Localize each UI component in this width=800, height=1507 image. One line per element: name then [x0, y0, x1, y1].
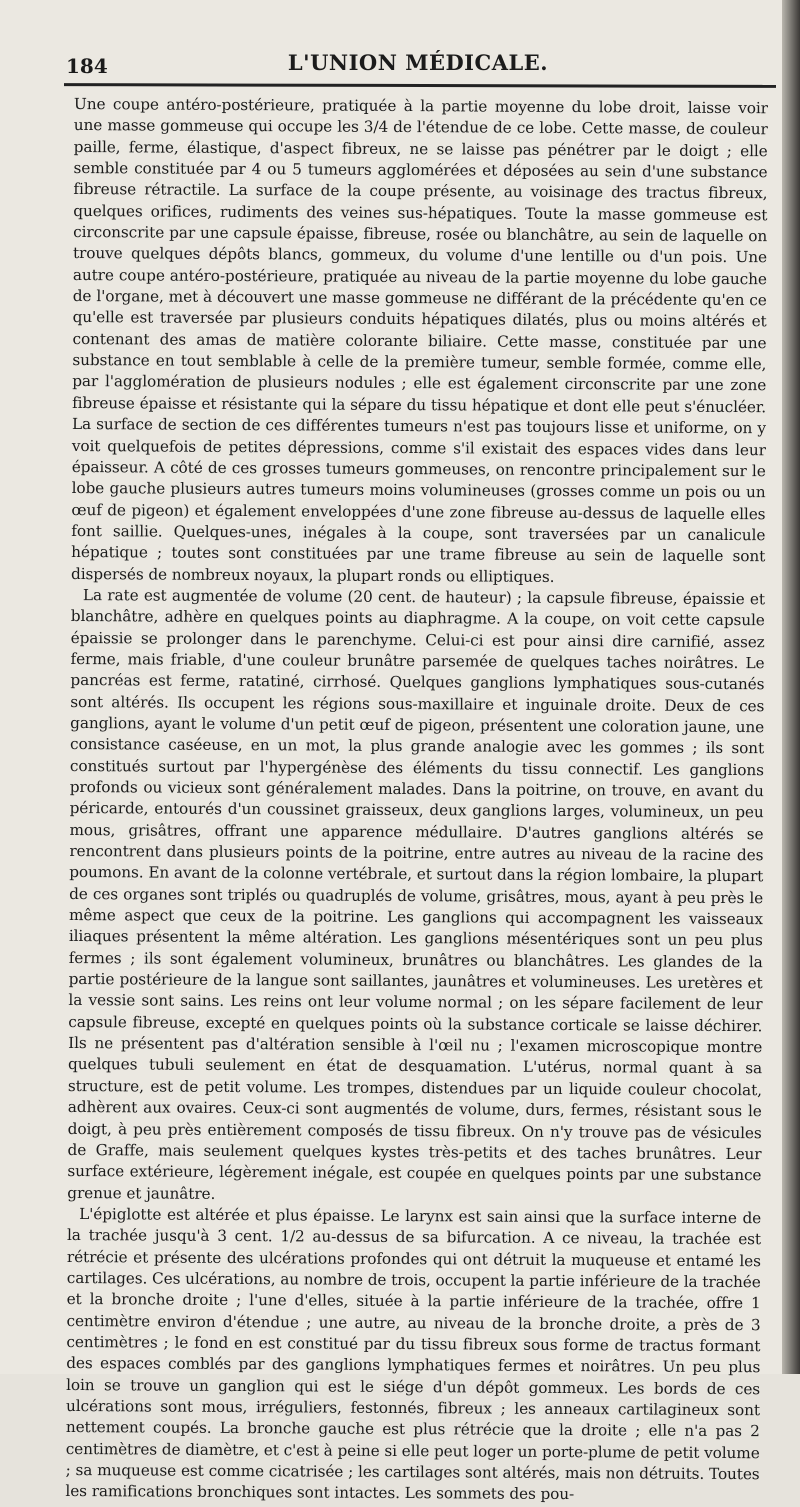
paragraph-liver: Une coupe antéro-postérieure, pratiquée à la partie moyenne du lobe droit, laisse voir une masse gommeuse qui occupe les 3/4 de l'étendue de ce lobe. Cette masse, de couleur paille, ferme, élastique, d'aspect fibreux, ne se laisse pas pénétrer par le doigt ; elle semble constituée par 4 ou 5 tumeurs agglomérées et déposées au sein d'une substance fibreuse rétractile. La surface de la coupe présente, au voisinage des tractus fibreux, quelques orifices, rudiments des veines sus-hépatiques. Toute la masse gommeuse est circonscrite par une capsule épaisse, fibreuse, rosée ou blanchâtre, au sein de laquelle on trouve quelques dépôts blancs, gommeux, du volume d'une lentille ou d'un pois. Une autre coupe antéro-postérieure, pratiquée au niveau de la partie moyenne du lobe gauche de l'organe, met à découvert une masse gommeuse ne différant de la précédente qu'en ce qu'elle est traversée par plusieurs conduits hépatiques dilatés, plus ou moins altérés et contenant des amas de matière colorante biliaire. Cette masse, constituée par une substance en tout semblable à celle de la première tumeur, semble formée, comme elle, par l'agglomération de plusieurs nodules ; elle est également circonscrite par une zone fibreuse épaisse et résistante qui la sépare du tissu hépatique et dont elle peut s'énucléer. La surface de section de ces différentes tumeurs n'est pas toujours lisse et uniforme, on y voit quelquefois de petites dépressions, comme s'il existait des espaces vides dans leur épaisseur. A côté de ces grosses tumeurs gommeuses, on rencontre principalement sur le lobe gauche plusieurs autres tumeurs moins volumineuses (grosses comme un pois ou un œuf de pigeon) et également enveloppées d'une zone fibreuse au-dessus de laquelle elles font saillie. Quelques-unes, inégales à la coupe, sont traversées par un canalicule hépatique ; toutes sont constituées par une trame fibreuse au sein de laquelle sont dispersés de nombreux noyaux, la plupart ronds ou elliptiques. [71, 94, 768, 586]
header-rule [64, 83, 776, 88]
running-title: L'UNION MÉDICALE. [287, 50, 549, 75]
paragraph-spleen-ganglia: La rate est augmentée de volume (20 cent. de hauteur) ; la capsule fibreuse, épaissie et blanchâtre, adhère en quelques points au diaphragme. A la coupe, on voit cette capsule épaissie se prolonger dans le parenchyme. Celui-ci est pour ainsi dire carnifié, assez ferme, mais friable, d'une couleur brunâtre parsemée de quelques taches noirâtres. Le pancréas est ferme, ratatiné, cirrhosé. Quelques ganglions lymphatiques sous-cutanés sont altérés. Ils occupent les régions sous-maxillaire et inguinale droite. Deux de ces ganglions, ayant le volume d'un petit œuf de pigeon, présentent une coloration jaune, une consistance caséeuse, en un mot, la plus grande analogie avec les gommes ; ils sont constitués surtout par l'hypergénèse des éléments du tissu connectif. Les ganglions profonds ou vicieux sont généralement malades. Dans la poitrine, on trouve, en avant du péricarde, entourés d'un coussinet graisseux, deux ganglions larges, volumineux, un peu mous, grisâtres, offrant une apparence médullaire. D'autres ganglions altérés se rencontrent dans plusieurs points de la poitrine, entre autres au niveau de la racine des poumons. En avant de la colonne vertébrale, et surtout dans la région lombaire, la plupart de ces organes sont triplés ou quadruplés de volume, grisâtres, mous, ayant à peu près le même aspect que ceux de la poitrine. Les ganglions qui accompagnent les vaisseaux iliaques présentent la même altération. Les ganglions mésentériques sont un peu plus fermes ; ils sont également volumineux, brunâtres ou blanchâtres. Les glandes de la partie postérieure de la langue sont saillantes, jaunâtres et volumineuses. Les uretères et la vessie sont sains. Les reins ont leur volume normal ; on les sépare facilement de leur capsule fibreuse, excepté en quelques points où la substance corticale se laisse déchirer. Ils ne présentent pas d'altération sensible à l'œil nu ; l'examen microscopique montre quelques tubuli seulement en état de desquamation. L'utérus, normal quant à sa structure, est de petit volume. Les trompes, distendues par un liquide couleur chocolat, adhèrent aux ovaires. Ceux-ci sont augmentés de volume, durs, fermes, résistant sous le doigt, à peu près entièrement composés de tissu fibreux. On n'y trouve pas de vésicules de Graffe, mais seulement quelques kystes très-petits et des taches brunâtres. Leur surface extérieure, légèrement inégale, est coupée en quelques points par une substance grenue et jaunâtre. [67, 585, 765, 1203]
body-text [65, 94, 768, 1507]
page-number: 184 [66, 54, 108, 78]
page-header [64, 48, 772, 78]
paragraph-larynx-trachea: L'épiglotte est altérée et plus épaisse. Le larynx est sain ainsi que la surface interne de la trachée jusqu'à 3 cent. 1/2 au-dessus de sa bifurcation. A ce niveau, la trachée est rétrécie et présente des ulcérations profondes qui ont détruit la muqueuse et entamé les cartilages. Ces ulcérations, au nombre de trois, occupent la partie inférieure de la trachée et la bronche droite ; l'une d'elles, située à la partie inférieure de la trachée, offre 1 centimètre environ d'étendue ; une autre, au niveau de la bronche droite, a près de 3 centimètres ; le fond en est constitué par du tissu fibreux sous forme de tractus formant des espaces comblés par des ganglions lymphatiques fermes et noirâtres. Un peu plus loin se trouve un ganglion qui est le siége d'un dépôt gommeux. Les bords de ces ulcérations sont mous, irréguliers, festonnés, fibreux ; les anneaux cartilagineux sont nettement coupés. La bronche gauche est plus rétrécie que la droite ; elle n'a pas 2 centimètres de diamètre, et c'est à peine si elle peut loger un porte-plume de petit volume ; sa muqueuse est comme cicatrisée ; les cartilages sont altérés, mais non détruits. Toutes les ramifications bronchiques sont intactes. Les sommets des pou- [65, 1204, 762, 1504]
page-binding-edge [782, 0, 800, 1374]
